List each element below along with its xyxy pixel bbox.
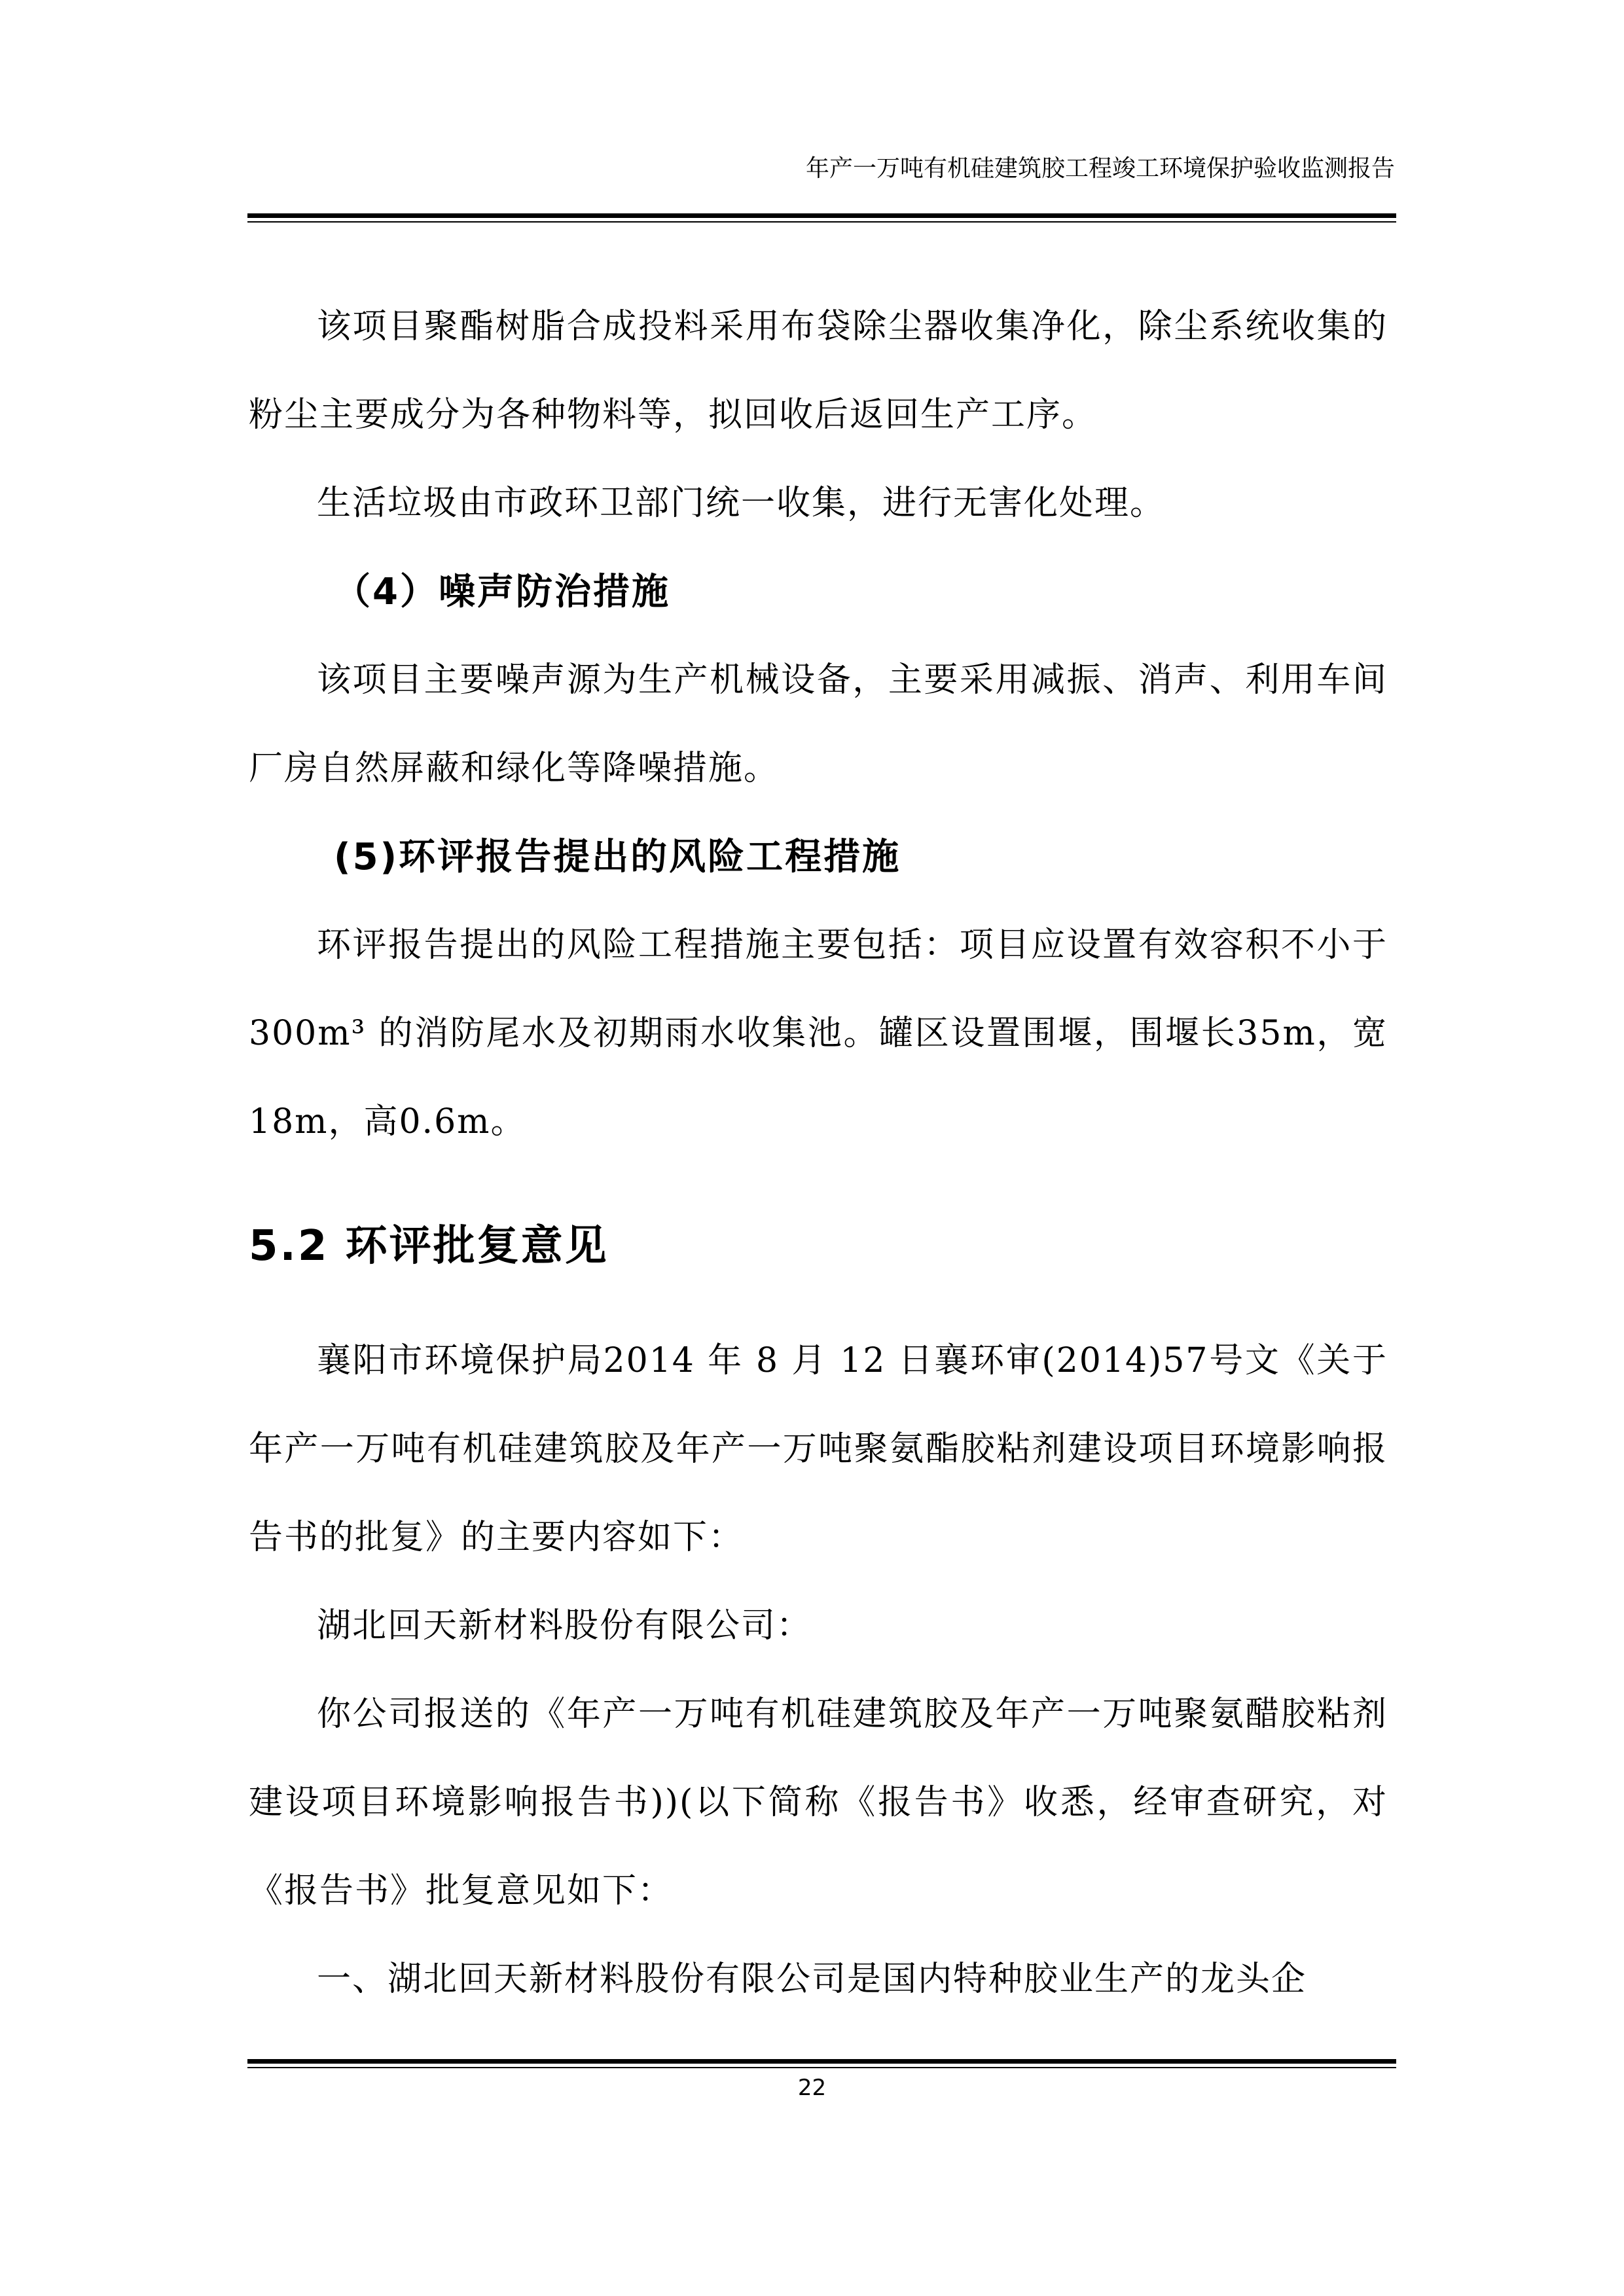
paragraph-report-received: 你公司报送的《年产一万吨有机硅建筑胶及年产一万吨聚氨醋胶粘剂建设项目环境影响报告书))(以下简称《报告书》收悉，经审查研究，对《报告书》批复意见如下：: [249, 1695, 1388, 1910]
paragraph-addressee: 湖北回天新材料股份有限公司：: [317, 1606, 812, 1645]
paragraph-risk-measures: 环评报告提出的风险工程措施主要包括：项目应设置有效容积不小于 300m³ 的消防尾水及初期雨水收集池。罐区设置围堰，围堰长35m，宽18m，高0.6m。: [249, 925, 1388, 1141]
header-rule-thick: [247, 213, 1396, 218]
paragraph-noise-sources: 该项目主要噪声源为生产机械设备，主要采用减振、消声、利用车间厂房自然屏蔽和绿化等降噪措施。: [249, 660, 1388, 788]
header-rule-thin: [247, 221, 1396, 223]
running-header-title: 年产一万吨有机硅建筑胶工程竣工环境保护验收监测报告: [805, 155, 1395, 182]
page-body: [249, 283, 1388, 2024]
footer-rule-thick: [247, 2059, 1396, 2064]
subheading-noise-control: （4）噪声防治措施: [334, 571, 670, 613]
page-number: 22: [797, 2075, 827, 2101]
paragraph-approval-document: 襄阳市环境保护局2014 年 8 月 12 日襄环审(2014)57号文《关于年产一万吨有机硅建筑胶及年产一万吨聚氨酯胶粘剂建设项目环境影响报告书的批复》的主要内容如下：: [249, 1341, 1388, 1557]
paragraph-item-one: 一、湖北回天新材料股份有限公司是国内特种胶业生产的龙头企: [317, 1960, 1307, 1999]
subheading-risk-measures: (5)环评报告提出的风险工程措施: [334, 836, 901, 878]
paragraph-dust-collection: 该项目聚酯树脂合成投料采用布袋除尘器收集净化，除尘系统收集的粉尘主要成分为各种物料等，拟回收后返回生产工序。: [249, 307, 1388, 435]
paragraph-domestic-waste: 生活垃圾由市政环卫部门统一收集，进行无害化处理。: [317, 484, 1166, 523]
footer-rule-thin: [247, 2067, 1396, 2068]
section-heading-approval-opinion: 5.2 环评批复意见: [249, 1222, 609, 1270]
